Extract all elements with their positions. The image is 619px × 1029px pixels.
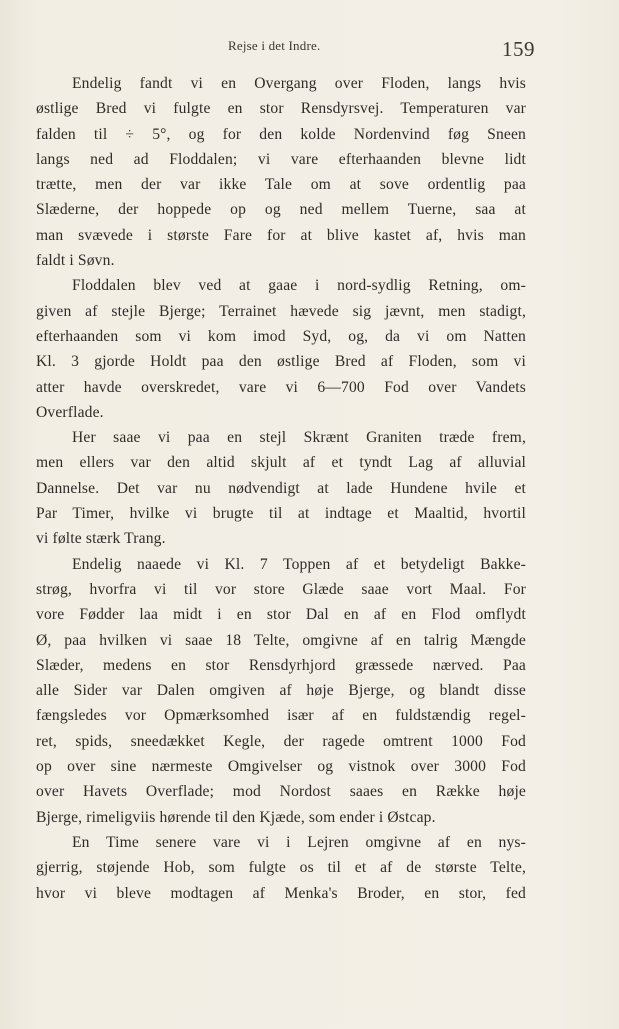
text-line: ret, spids, sneedækket Kegle, der ragede omtrent 1000 Fod (36, 732, 526, 750)
text-line: hvor vi bleve modtagen af Menka's Broder, en stor, fed (36, 884, 526, 902)
text-line: vore Fødder laa midt i en stor Dal en af en Flod omflydt (36, 606, 526, 624)
text-line: op over sine nærmeste Omgivelser og vistnok over 3000 Fod (36, 758, 526, 776)
text-line: Overflade. (36, 403, 104, 421)
text-line: Bjerge, rimeligviis hørende til den Kjæde, som ender i Østcap. (36, 808, 436, 826)
body-text (36, 71, 526, 906)
text-line: men ellers var den altid skjult af et tyndt Lag af alluvial (36, 454, 526, 472)
text-line: Par Timer, hvilke vi brugte til at indtage et Maaltid, hvortil (36, 505, 526, 523)
text-line: strøg, hvorfra vi til vor store Glæde saae vort Maal. For (36, 580, 526, 598)
text-line: østlige Bred vi fulgte en stor Rensdyrsvej. Temperaturen var (36, 100, 526, 118)
text-line: Endelig naaede vi Kl. 7 Toppen af et betydeligt Bakke- (72, 555, 526, 573)
page-number: 159 (502, 37, 535, 61)
text-line: faldt i Søvn. (36, 252, 115, 270)
text-line: falden til ÷ 5°, og for den kolde Nordenvind føg Sneen (36, 125, 526, 143)
text-line: Her saae vi paa en stejl Skrænt Graniten træde frem, (72, 429, 526, 447)
text-line: man svævede i største Fare for at blive kastet af, hvis man (36, 226, 526, 244)
running-head (0, 38, 619, 62)
text-line: langs ned ad Floddalen; vi vare efterhaanden blevne lidt (36, 150, 526, 168)
text-line: Floddalen blev ved at gaae i nord-sydlig Retning, om- (72, 277, 526, 295)
text-line: atter havde overskredet, vare vi 6—700 Fod over Vandets (36, 378, 526, 396)
text-line: Endelig fandt vi en Overgang over Floden, langs hvis (72, 75, 526, 92)
running-head-title: Rejse i det Indre. (228, 38, 321, 53)
text-line: trætte, men der var ikke Tale om at sove ordentlig paa (36, 176, 526, 194)
text-line: Slæder, medens en stor Rensdyrhjord græssede nærved. Paa (36, 656, 526, 674)
text-line: alle Sider var Dalen omgiven af høje Bjerge, og blandt disse (36, 682, 526, 700)
text-line: given af stejle Bjerge; Terrainet hævede sig jævnt, men stadigt, (36, 302, 526, 320)
text-line: vi følte stærk Trang. (36, 530, 166, 548)
text-line: Kl. 3 gjorde Holdt paa den østlige Bred af Floden, som vi (36, 353, 526, 371)
text-line: efterhaanden som vi kom imod Syd, og, da vi om Natten (36, 327, 526, 345)
text-line: Dannelse. Det var nu nødvendigt at lade Hundene hvile et (36, 479, 526, 497)
text-line: fængsledes vor Opmærksomhed især af en fuldstændig regel- (36, 707, 526, 725)
text-line: En Time senere vare vi i Lejren omgivne af en nys- (72, 833, 526, 851)
text-line: gjerrig, støjende Hob, som fulgte os til et af de største Telte, (36, 859, 526, 877)
text-line: Slæderne, der hoppede op og ned mellem Tuerne, saa at (36, 201, 526, 219)
text-line: over Havets Overflade; mod Nordost saaes en Række høje (36, 783, 526, 801)
text-line: Ø, paa hvilken vi saae 18 Telte, omgivne af en talrig Mængde (36, 631, 526, 649)
